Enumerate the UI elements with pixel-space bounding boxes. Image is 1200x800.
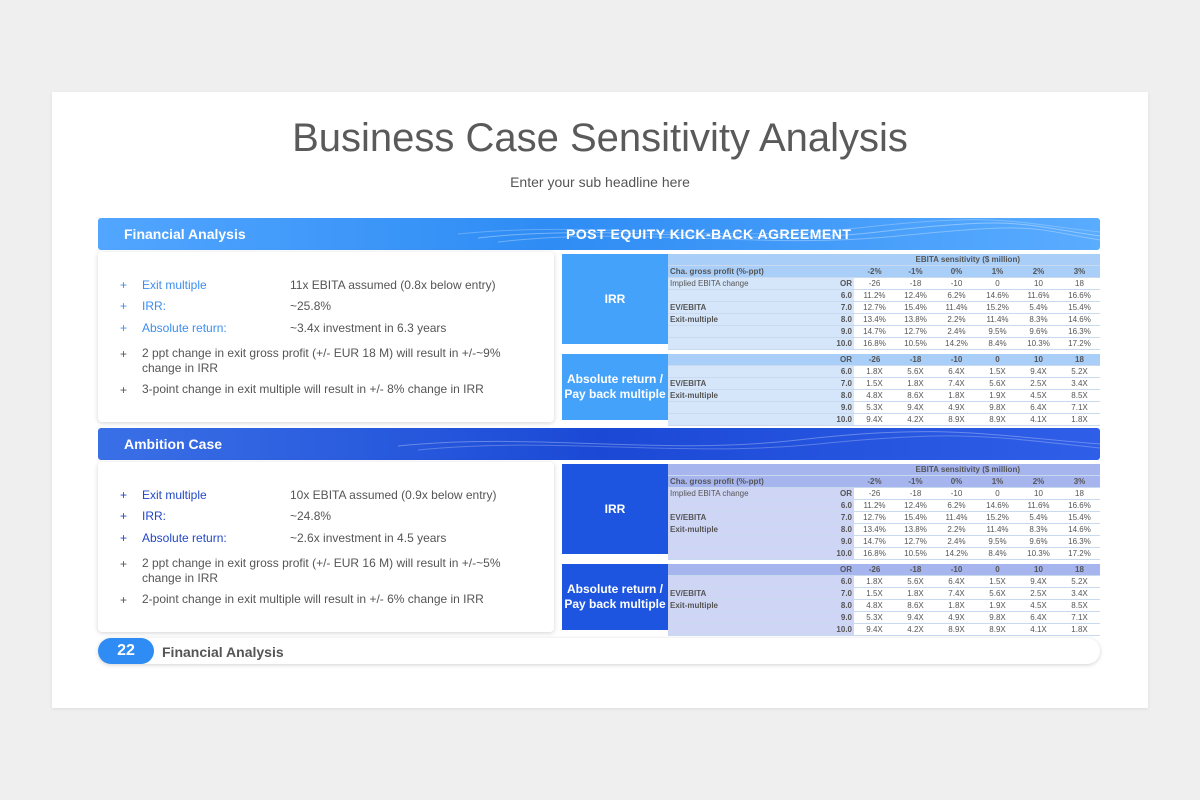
table-cell: 12.7% xyxy=(895,326,936,338)
table-cell: 14.6% xyxy=(1059,524,1100,536)
table-cell: 5.4% xyxy=(1018,512,1059,524)
multiple-label: 6.0 xyxy=(818,290,854,302)
table-cell: 8.5X xyxy=(1059,390,1100,402)
table-cell: 7.1X xyxy=(1059,402,1100,414)
table-cell: 1.9X xyxy=(977,600,1018,612)
table-cell: 7.4X xyxy=(936,378,977,390)
table-cell: 1.5X xyxy=(977,366,1018,378)
col-header: -10 xyxy=(936,354,977,366)
table-cell: -18 xyxy=(895,278,936,290)
item-key: Exit multiple xyxy=(142,278,207,292)
table-cell: 13.8% xyxy=(895,524,936,536)
absolute-return-table xyxy=(668,354,1100,426)
table-cell: 1.8X xyxy=(895,588,936,600)
item-key: Absolute return: xyxy=(142,321,227,335)
footer-bar xyxy=(98,638,1100,664)
table-cell: 13.4% xyxy=(854,314,895,326)
table-row xyxy=(668,524,1100,536)
table-cell: 4.2X xyxy=(895,414,936,426)
table-cell: 10.5% xyxy=(895,548,936,560)
table-cell: 7.4X xyxy=(936,588,977,600)
multiple-label: 6.0 xyxy=(818,576,854,588)
table-cell: 1.8X xyxy=(895,378,936,390)
multiple-label: 9.0 xyxy=(818,402,854,414)
table-cell: 9.8X xyxy=(977,612,1018,624)
table-cell: 1.8X xyxy=(854,576,895,588)
table-cell: 8.4% xyxy=(977,338,1018,350)
table-row xyxy=(668,378,1100,390)
table-cell: 8.9X xyxy=(977,414,1018,426)
row-label: EV/EBITA xyxy=(668,512,818,524)
irr-sensitivity-table xyxy=(668,254,1100,350)
table-cell: 2.5X xyxy=(1018,588,1059,600)
ambition-case-card xyxy=(98,462,554,632)
col-header: 3% xyxy=(1059,266,1100,278)
plus-icon: + xyxy=(120,593,128,607)
table-cell: 9.4X xyxy=(895,402,936,414)
table-cell: 1.8X xyxy=(936,600,977,612)
table-row xyxy=(668,500,1100,512)
table-cell: 18 xyxy=(1059,278,1100,290)
table-row xyxy=(668,278,1100,290)
table-cell: 4.8X xyxy=(854,600,895,612)
table-row xyxy=(668,390,1100,402)
slide xyxy=(52,92,1148,708)
multiple-label: 9.0 xyxy=(818,326,854,338)
table-cell: 9.5% xyxy=(977,536,1018,548)
table-cell: 15.4% xyxy=(895,512,936,524)
table-cell: -18 xyxy=(895,488,936,500)
table-cell: 17.2% xyxy=(1059,338,1100,350)
table-cell: 16.3% xyxy=(1059,536,1100,548)
or-label: OR xyxy=(818,354,854,366)
item-key: Absolute return: xyxy=(142,531,227,545)
row-label: Cha. gross profit (%-ppt) xyxy=(668,476,818,488)
multiple-label: 7.0 xyxy=(818,588,854,600)
table-cell: 10.5% xyxy=(895,338,936,350)
table-cell: 16.6% xyxy=(1059,500,1100,512)
table-cell: 12.7% xyxy=(854,512,895,524)
table-cell: 5.6X xyxy=(977,588,1018,600)
ambition-case-band xyxy=(98,428,1100,460)
absolute-return-table-ambition xyxy=(668,564,1100,636)
table-cell: 1.8X xyxy=(1059,624,1100,636)
table-row xyxy=(668,366,1100,378)
row-label: Exit-multiple xyxy=(668,314,818,326)
table-cell: 16.8% xyxy=(854,338,895,350)
row-label: EV/EBITA xyxy=(668,588,818,600)
table-cell: 2.2% xyxy=(936,314,977,326)
table-cell: 18 xyxy=(1059,488,1100,500)
table-cell: 4.5X xyxy=(1018,600,1059,612)
table-cell: 14.7% xyxy=(854,326,895,338)
table-cell: 5.3X xyxy=(854,612,895,624)
page-subtitle: Enter your sub headline here xyxy=(510,174,690,190)
multiple-label: 7.0 xyxy=(818,302,854,314)
col-header: 3% xyxy=(1059,476,1100,488)
table-cell: 5.3X xyxy=(854,402,895,414)
ebita-heading: EBITA sensitivity ($ million) xyxy=(668,254,1100,266)
table-cell: 2.4% xyxy=(936,536,977,548)
table-cell: 9.8X xyxy=(977,402,1018,414)
table-cell: 9.5% xyxy=(977,326,1018,338)
col-header: -10 xyxy=(936,564,977,576)
row-label: Exit-multiple xyxy=(668,390,818,402)
row-label: Implied EBITA change xyxy=(668,278,818,290)
row-label: Implied EBITA change xyxy=(668,488,818,500)
table-row xyxy=(668,536,1100,548)
note-text: 3-point change in exit multiple will result in +/- 8% change in IRR xyxy=(142,382,484,396)
wave-decoration xyxy=(98,428,1100,460)
table-cell: 16.6% xyxy=(1059,290,1100,302)
absolute-return-label-box: Absolute return / Pay back multiple xyxy=(562,354,668,420)
table-cell: 14.6% xyxy=(977,290,1018,302)
table-cell: 3.4X xyxy=(1059,378,1100,390)
multiple-label: 8.0 xyxy=(818,600,854,612)
table-row xyxy=(668,476,1100,488)
table-cell: 5.6X xyxy=(895,366,936,378)
multiple-label: 9.0 xyxy=(818,612,854,624)
item-value: ~3.4x investment in 6.3 years xyxy=(290,321,447,335)
table-cell: 5.2X xyxy=(1059,576,1100,588)
multiple-label: 6.0 xyxy=(818,500,854,512)
table-row xyxy=(668,290,1100,302)
col-header: 1% xyxy=(977,476,1018,488)
plus-icon: + xyxy=(120,531,128,545)
table-cell: 1.9X xyxy=(977,390,1018,402)
table-cell: 2.2% xyxy=(936,524,977,536)
plus-icon: + xyxy=(120,557,128,571)
plus-icon: + xyxy=(120,383,128,397)
table-cell: 11.2% xyxy=(854,500,895,512)
col-header: 0% xyxy=(936,476,977,488)
table-cell: 8.4% xyxy=(977,548,1018,560)
col-header: 18 xyxy=(1059,564,1100,576)
table-cell: 2.5X xyxy=(1018,378,1059,390)
table-row xyxy=(668,488,1100,500)
table-cell: 6.4X xyxy=(936,366,977,378)
table-cell: 13.4% xyxy=(854,524,895,536)
table-row xyxy=(668,402,1100,414)
table-cell: 14.6% xyxy=(1059,314,1100,326)
table-row xyxy=(668,338,1100,350)
plus-icon: + xyxy=(120,509,128,523)
table-cell: 9.4X xyxy=(895,612,936,624)
table-row xyxy=(668,266,1100,278)
table-cell: 0 xyxy=(977,278,1018,290)
col-header: 1% xyxy=(977,266,1018,278)
table-cell: 9.4X xyxy=(854,624,895,636)
plus-icon: + xyxy=(120,321,128,335)
item-key: IRR: xyxy=(142,509,166,523)
col-header: 2% xyxy=(1018,266,1059,278)
table-cell: 15.2% xyxy=(977,302,1018,314)
note-text: 2-point change in exit multiple will result in +/- 6% change in IRR xyxy=(142,592,484,606)
table-cell: 6.4X xyxy=(936,576,977,588)
table-cell: 12.4% xyxy=(895,500,936,512)
row-label: EV/EBITA xyxy=(668,378,818,390)
multiple-label: 10.0 xyxy=(818,624,854,636)
table-row xyxy=(668,548,1100,560)
note-text: 2 ppt change in exit gross profit (+/- EUR 16 M) will result in +/-~5% change in IRR xyxy=(142,556,501,585)
table-cell: 14.6% xyxy=(977,500,1018,512)
table-cell: 4.9X xyxy=(936,612,977,624)
table-cell: 9.4X xyxy=(1018,576,1059,588)
table-cell: -26 xyxy=(854,278,895,290)
table-cell: 9.4X xyxy=(854,414,895,426)
multiple-label: 7.0 xyxy=(818,378,854,390)
multiple-label: 10.0 xyxy=(818,338,854,350)
item-key: IRR: xyxy=(142,299,166,313)
table-row xyxy=(668,326,1100,338)
item-value: ~2.6x investment in 4.5 years xyxy=(290,531,447,545)
or-label: OR xyxy=(818,564,854,576)
table-cell: 5.4% xyxy=(1018,302,1059,314)
item-value: 11x EBITA assumed (0.8x below entry) xyxy=(290,278,496,292)
table-cell: 16.8% xyxy=(854,548,895,560)
table-cell: 11.2% xyxy=(854,290,895,302)
table-cell: 4.1X xyxy=(1018,624,1059,636)
table-cell: 10 xyxy=(1018,488,1059,500)
table-cell: 8.5X xyxy=(1059,600,1100,612)
col-header: -1% xyxy=(895,476,936,488)
table-row xyxy=(668,564,1100,576)
col-header: 0 xyxy=(977,354,1018,366)
table-cell: 10.3% xyxy=(1018,548,1059,560)
multiple-label: 8.0 xyxy=(818,524,854,536)
table-cell: -26 xyxy=(854,488,895,500)
table-cell: -10 xyxy=(936,278,977,290)
financial-analysis-band xyxy=(98,218,1100,250)
table-cell: -10 xyxy=(936,488,977,500)
table-cell: 1.5X xyxy=(977,576,1018,588)
table-cell: 12.7% xyxy=(854,302,895,314)
table-cell: 17.2% xyxy=(1059,548,1100,560)
table-cell: 6.2% xyxy=(936,500,977,512)
table-cell: 3.4X xyxy=(1059,588,1100,600)
item-value: ~25.8% xyxy=(290,299,332,313)
absolute-return-label-box: Absolute return / Pay back multiple xyxy=(562,564,668,630)
row-label: Cha. gross profit (%-ppt) xyxy=(668,266,818,278)
table-cell: 4.1X xyxy=(1018,414,1059,426)
plus-icon: + xyxy=(120,278,128,292)
table-row xyxy=(668,302,1100,314)
financial-analysis-card xyxy=(98,252,554,422)
table-cell: 8.6X xyxy=(895,600,936,612)
band-label: Financial Analysis xyxy=(124,226,246,242)
col-header: 0% xyxy=(936,266,977,278)
table-cell: 15.4% xyxy=(1059,512,1100,524)
table-cell: 9.6% xyxy=(1018,326,1059,338)
or-label: OR xyxy=(818,278,854,290)
table-cell: 8.9X xyxy=(936,414,977,426)
table-cell: 9.4X xyxy=(1018,366,1059,378)
table-cell: 0 xyxy=(977,488,1018,500)
table-cell: 6.2% xyxy=(936,290,977,302)
multiple-label: 8.0 xyxy=(818,390,854,402)
item-value: 10x EBITA assumed (0.9x below entry) xyxy=(290,488,497,502)
col-header: -18 xyxy=(895,354,936,366)
table-cell: 2.4% xyxy=(936,326,977,338)
multiple-label: 10.0 xyxy=(818,548,854,560)
band-center-title: POST EQUITY KICK-BACK AGREEMENT xyxy=(566,226,852,242)
table-cell: 11.4% xyxy=(977,314,1018,326)
col-header: 10 xyxy=(1018,564,1059,576)
or-label: OR xyxy=(818,488,854,500)
col-header: -2% xyxy=(854,476,895,488)
table-cell: 11.4% xyxy=(977,524,1018,536)
col-header: -26 xyxy=(854,564,895,576)
table-cell: 1.8X xyxy=(1059,414,1100,426)
col-header: 2% xyxy=(1018,476,1059,488)
table-cell: 8.3% xyxy=(1018,524,1059,536)
table-row xyxy=(668,588,1100,600)
multiple-label: 8.0 xyxy=(818,314,854,326)
table-row xyxy=(668,464,1100,476)
footer-label: Financial Analysis xyxy=(162,644,284,660)
irr-label-box: IRR xyxy=(562,464,668,554)
table-cell: 12.7% xyxy=(895,536,936,548)
table-row xyxy=(668,612,1100,624)
row-label: Exit-multiple xyxy=(668,524,818,536)
table-cell: 6.4X xyxy=(1018,402,1059,414)
col-header: -26 xyxy=(854,354,895,366)
table-cell: 9.6% xyxy=(1018,536,1059,548)
table-cell: 4.8X xyxy=(854,390,895,402)
table-cell: 7.1X xyxy=(1059,612,1100,624)
table-cell: 8.3% xyxy=(1018,314,1059,326)
table-row xyxy=(668,314,1100,326)
table-cell: 10.3% xyxy=(1018,338,1059,350)
table-cell: 15.4% xyxy=(1059,302,1100,314)
table-row xyxy=(668,624,1100,636)
table-cell: 14.2% xyxy=(936,548,977,560)
page-title: Business Case Sensitivity Analysis xyxy=(292,116,908,160)
table-cell: 8.6X xyxy=(895,390,936,402)
table-cell: 16.3% xyxy=(1059,326,1100,338)
table-row xyxy=(668,600,1100,612)
plus-icon: + xyxy=(120,488,128,502)
col-header: 0 xyxy=(977,564,1018,576)
table-cell: 8.9X xyxy=(936,624,977,636)
table-cell: 12.4% xyxy=(895,290,936,302)
table-cell: 6.4X xyxy=(1018,612,1059,624)
irr-sensitivity-table-ambition xyxy=(668,464,1100,560)
col-header: 18 xyxy=(1059,354,1100,366)
col-header: 10 xyxy=(1018,354,1059,366)
table-row xyxy=(668,254,1100,266)
table-cell: 10 xyxy=(1018,278,1059,290)
band-label: Ambition Case xyxy=(124,436,223,452)
col-header: -1% xyxy=(895,266,936,278)
table-row xyxy=(668,414,1100,426)
table-cell: 5.6X xyxy=(895,576,936,588)
table-cell: 14.2% xyxy=(936,338,977,350)
table-row xyxy=(668,512,1100,524)
col-header: -2% xyxy=(854,266,895,278)
table-cell: 11.4% xyxy=(936,302,977,314)
ebita-heading: EBITA sensitivity ($ million) xyxy=(668,464,1100,476)
table-cell: 8.9X xyxy=(977,624,1018,636)
table-cell: 11.6% xyxy=(1018,500,1059,512)
multiple-label: 9.0 xyxy=(818,536,854,548)
table-cell: 15.2% xyxy=(977,512,1018,524)
table-cell: 1.5X xyxy=(854,588,895,600)
multiple-label: 7.0 xyxy=(818,512,854,524)
table-row xyxy=(668,354,1100,366)
table-cell: 5.6X xyxy=(977,378,1018,390)
table-cell: 5.2X xyxy=(1059,366,1100,378)
table-cell: 11.6% xyxy=(1018,290,1059,302)
col-header: -18 xyxy=(895,564,936,576)
row-label: EV/EBITA xyxy=(668,302,818,314)
plus-icon: + xyxy=(120,299,128,313)
item-value: ~24.8% xyxy=(290,509,332,523)
table-cell: 1.5X xyxy=(854,378,895,390)
plus-icon: + xyxy=(120,347,128,361)
item-key: Exit multiple xyxy=(142,488,207,502)
note-text: 2 ppt change in exit gross profit (+/- EUR 18 M) will result in +/-~9% change in IRR xyxy=(142,346,501,375)
table-cell: 13.8% xyxy=(895,314,936,326)
page-number: 22 xyxy=(98,638,154,664)
table-cell: 15.4% xyxy=(895,302,936,314)
table-cell: 11.4% xyxy=(936,512,977,524)
table-cell: 1.8X xyxy=(854,366,895,378)
table-cell: 14.7% xyxy=(854,536,895,548)
multiple-label: 6.0 xyxy=(818,366,854,378)
multiple-label: 10.0 xyxy=(818,414,854,426)
table-cell: 4.5X xyxy=(1018,390,1059,402)
table-cell: 4.9X xyxy=(936,402,977,414)
irr-label-box: IRR xyxy=(562,254,668,344)
table-row xyxy=(668,576,1100,588)
row-label: Exit-multiple xyxy=(668,600,818,612)
table-cell: 4.2X xyxy=(895,624,936,636)
table-cell: 1.8X xyxy=(936,390,977,402)
